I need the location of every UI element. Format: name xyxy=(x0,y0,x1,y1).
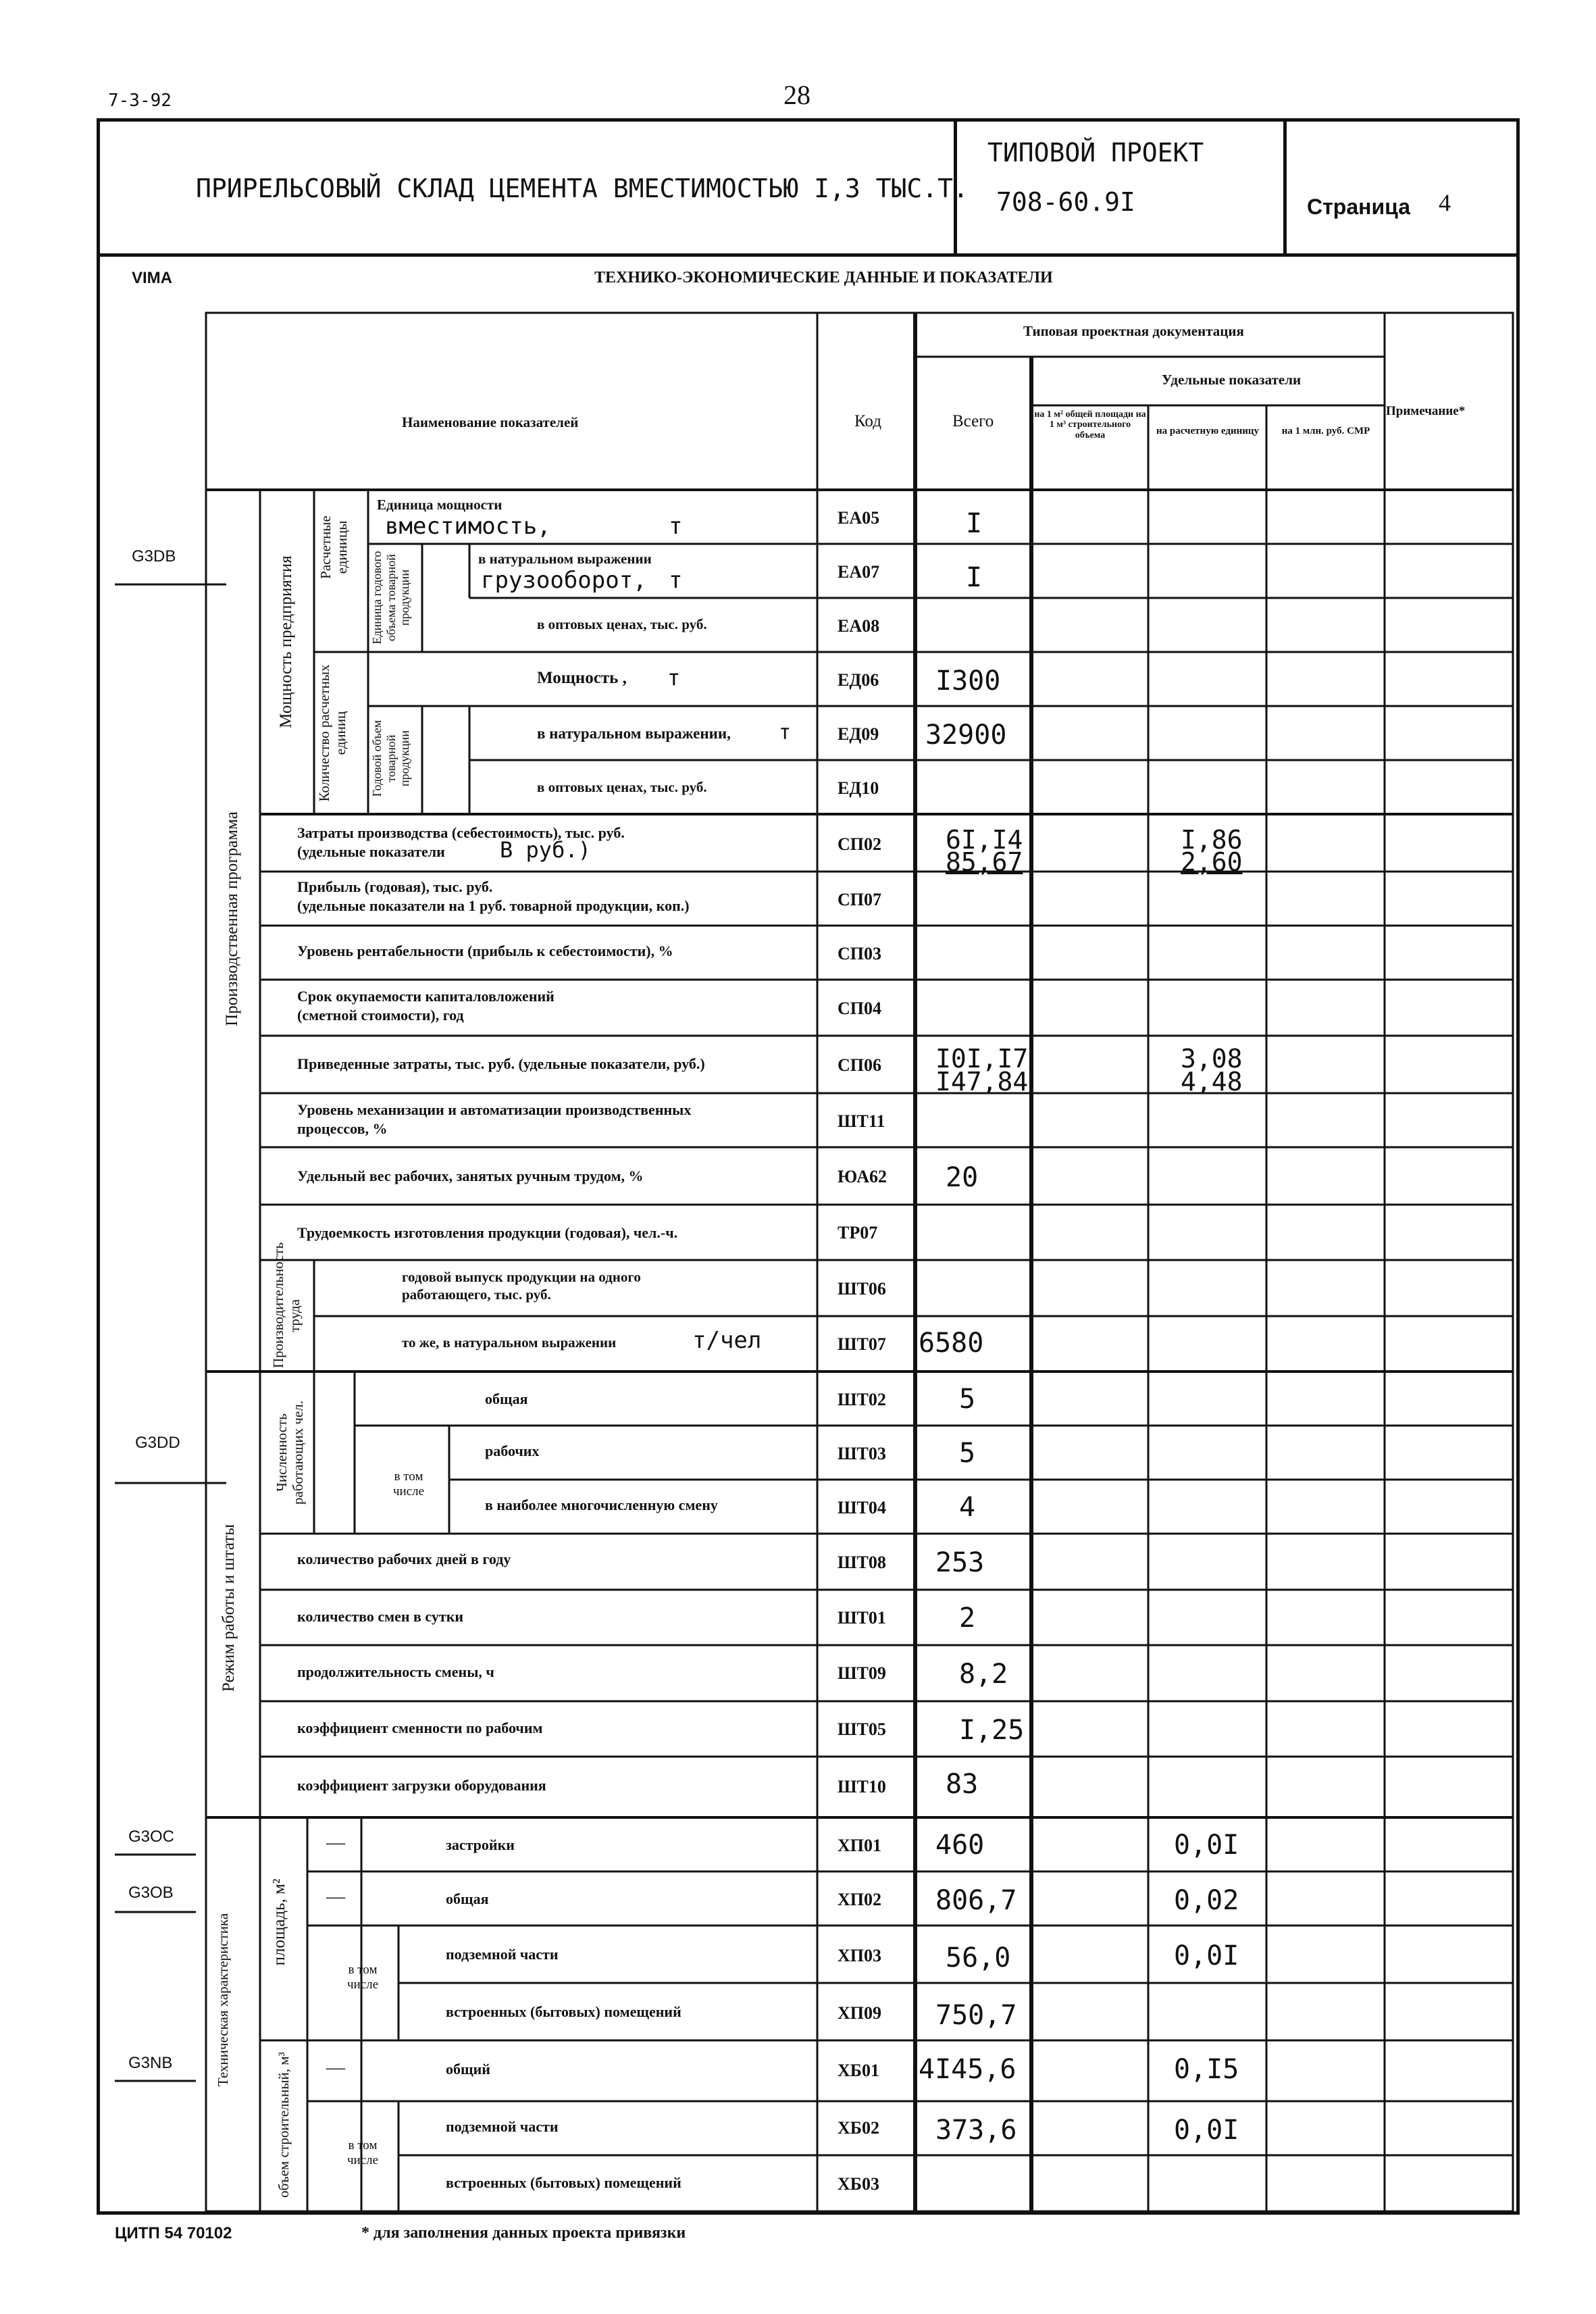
row-3-code: ЕД06 xyxy=(838,670,879,690)
row-1-label-small: в натуральном выражении xyxy=(478,551,652,567)
row-26-label: подземной части xyxy=(446,1946,559,1963)
row-12-label: Удельный вес рабочих, занятых ручным трудом, % xyxy=(297,1167,644,1184)
side-code-g3ob: G3OB xyxy=(128,1884,174,1902)
row-6-label: Затраты производства (себестоимость), тыс. руб. xyxy=(297,824,625,841)
row-6-total: 6I,I4 xyxy=(946,825,1023,855)
row-21-total: 8,2 xyxy=(959,1659,1008,1690)
row-24-per-m2: 0,0I xyxy=(1174,1830,1239,1861)
row-15-code: ШТ07 xyxy=(838,1334,886,1354)
row-9-code: СП04 xyxy=(838,999,881,1018)
page-label: Страница xyxy=(1307,195,1410,219)
col-name-header: Наименование показателей xyxy=(402,414,579,430)
group-tech-char: Техническая характеристика xyxy=(215,1913,231,2087)
row-6-label3: В руб.) xyxy=(500,837,591,863)
row-7-code: СП07 xyxy=(838,890,881,909)
row-5-label: в оптовых ценах, тыс. руб. xyxy=(537,779,707,795)
col-code-header: Код xyxy=(854,412,881,430)
row-4-unit: т xyxy=(779,721,792,745)
row-12-total: 20 xyxy=(946,1162,979,1193)
row-26-total: 56,0 xyxy=(946,1942,1011,1973)
row-15-label: то же, в натуральном выражении xyxy=(402,1334,617,1351)
group-volume: объем строительный, м³ xyxy=(276,2052,292,2198)
group-area: площадь, м² xyxy=(270,1878,288,1966)
row-10-unit-val2: 4,48 xyxy=(1181,1067,1243,1097)
group-incl-headcount: в том числе xyxy=(392,1469,425,1499)
row-1-total: I xyxy=(966,562,983,593)
footer-org: ЦИТП 54 70102 xyxy=(115,2224,232,2242)
row-23-total: 83 xyxy=(946,1769,979,1800)
row-5-code: ЕД10 xyxy=(838,778,879,798)
group-headcount: Численность работающих чел. xyxy=(274,1401,307,1505)
row-4-total: 32900 xyxy=(925,720,1007,751)
row-0-label-small: Единица мощности xyxy=(377,497,503,513)
row-28-total: 4I45,6 xyxy=(919,2054,1016,2085)
group-production-program: Производственная программа xyxy=(223,811,241,1026)
group-incl-area: в том числе xyxy=(346,1963,379,1992)
row-16-total: 5 xyxy=(959,1384,976,1415)
row-17-label: рабочих xyxy=(485,1442,540,1459)
row-18-label: в наиболее многочисленную смену xyxy=(485,1496,718,1513)
row-24-label: застройки xyxy=(446,1836,515,1853)
footer-note: * для заполнения данных проекта привязки xyxy=(361,2224,686,2242)
row-12-code: ЮА62 xyxy=(838,1167,887,1186)
row-28-per-m2: 0,I5 xyxy=(1174,2054,1239,2085)
row-3-unit: т xyxy=(667,665,681,690)
row-19-label: количество рабочих дней в году xyxy=(297,1551,511,1567)
dash-1: — xyxy=(326,1832,345,1853)
row-11-label2: процессов, % xyxy=(297,1120,388,1137)
row-29-label: подземной части xyxy=(446,2118,559,2135)
row-6-label2: (удельные показатели xyxy=(297,843,445,860)
group-work-mode: Режим работы и штаты xyxy=(220,1524,238,1692)
row-21-code: ШТ09 xyxy=(838,1663,886,1683)
col-specific-header: Удельные показатели xyxy=(1162,372,1302,388)
doc-code: 7-3-92 xyxy=(108,91,172,111)
row-25-label: общая xyxy=(446,1890,489,1907)
row-28-label: общий xyxy=(446,2061,490,2078)
col-per-mln-header: на 1 млн. руб. СМР xyxy=(1281,426,1370,436)
row-15-total: 6580 xyxy=(919,1328,984,1359)
row-0-code: ЕА05 xyxy=(838,508,880,528)
row-13-label: Трудоемкость изготовления продукции (годовая), чел.-ч. xyxy=(297,1224,678,1241)
side-code-g3dd: G3DD xyxy=(135,1434,180,1452)
row-6-unit-val: I,86 xyxy=(1181,825,1243,855)
row-10-unit-val: 3,08 xyxy=(1181,1044,1243,1074)
row-29-code: ХБ02 xyxy=(838,2118,879,2138)
col-typical-docs-header: Типовая проектная документация xyxy=(1023,323,1244,339)
row-28-code: ХБ01 xyxy=(838,2061,879,2080)
row-19-total: 253 xyxy=(935,1547,985,1578)
side-code-g3oc: G3OC xyxy=(128,1828,175,1846)
page-value: 4 xyxy=(1439,189,1451,216)
project-label: ТИПОВОЙ ПРОЕКТ xyxy=(987,138,1204,168)
project-number: 708-60.9I xyxy=(996,187,1135,217)
row-6-code: СП02 xyxy=(838,834,881,854)
row-4-code: ЕД09 xyxy=(838,724,879,744)
row-9-label2: (сметной стоимости), год xyxy=(297,1007,464,1024)
row-0-label: вместимость, xyxy=(385,513,551,540)
row-27-code: ХП09 xyxy=(838,2003,881,2023)
row-24-total: 460 xyxy=(935,1830,985,1861)
row-1-code: ЕА07 xyxy=(838,562,880,582)
group-annual-volume: Годовой объем товарной продукции xyxy=(370,720,412,797)
col-per-m2-header: на 1 м² общей площади на 1 м³ строительного объема xyxy=(1034,409,1146,441)
row-11-code: ШТ11 xyxy=(838,1111,885,1131)
group-enterprise-capacity: Мощность предприятия xyxy=(277,555,295,728)
row-8-label: Уровень рентабельности (прибыль к себестоимости), % xyxy=(297,942,673,959)
row-30-code: ХБ03 xyxy=(838,2174,879,2194)
section-title: ТЕХНИКО-ЭКОНОМИЧЕСКИЕ ДАННЫЕ И ПОКАЗАТЕЛИ xyxy=(594,269,1053,286)
row-30-label: встроенных (бытовых) помещений xyxy=(446,2174,681,2191)
section-code: VIMA xyxy=(132,269,172,287)
row-16-label: общая xyxy=(485,1390,528,1407)
row-23-code: ШТ10 xyxy=(838,1777,886,1796)
row-2-code: ЕА08 xyxy=(838,616,880,636)
row-14-label2: работающего, тыс. руб. xyxy=(402,1286,551,1303)
row-26-per-m2: 0,0I xyxy=(1174,1940,1239,1971)
row-22-code: ШТ05 xyxy=(838,1719,886,1739)
col-per-unit-header: на расчетную единицу xyxy=(1156,426,1260,436)
row-20-total: 2 xyxy=(959,1603,976,1634)
row-21-label: продолжительность смены, ч xyxy=(297,1663,494,1680)
row-26-code: ХП03 xyxy=(838,1946,881,1965)
row-7-label: Прибыль (годовая), тыс. руб. xyxy=(297,878,493,895)
row-10-total: I0I,I7 xyxy=(935,1044,1029,1074)
document-title: ПРИРЕЛЬСОВЫЙ СКЛАД ЦЕМЕНТА ВМЕСТИМОСТЬЮ I,3 ТЫС.Т. xyxy=(196,174,969,203)
row-20-label: количество смен в сутки xyxy=(297,1608,464,1625)
row-4-label: в натуральном выражении, xyxy=(537,725,731,742)
row-25-total: 806,7 xyxy=(935,1885,1017,1916)
row-25-per-m2: 0,02 xyxy=(1174,1885,1239,1916)
row-23-label: коэффициент загрузки оборудования xyxy=(297,1777,546,1794)
row-6-unit-val2: 2,60 xyxy=(1181,847,1243,877)
col-note-header: Примечание* xyxy=(1386,404,1466,418)
row-22-total: I,25 xyxy=(959,1715,1025,1746)
row-29-total: 373,6 xyxy=(935,2115,1017,2146)
row-11-label: Уровень механизации и автоматизации производственных xyxy=(297,1101,692,1118)
row-7-label2: (удельные показатели на 1 руб. товарной продукции, коп.) xyxy=(297,897,690,914)
row-3-label: Мощность , xyxy=(537,669,627,687)
row-22-label: коэффициент сменности по рабочим xyxy=(297,1719,543,1736)
row-20-code: ШТ01 xyxy=(838,1608,886,1628)
row-25-code: ХП02 xyxy=(838,1890,881,1909)
row-0-unit: т xyxy=(669,513,683,540)
group-qty-calc-units: Количество расчетных единиц xyxy=(316,664,349,802)
row-15-unit: т/чел xyxy=(692,1327,762,1354)
row-24-code: ХП01 xyxy=(838,1836,881,1855)
row-17-code: ШТ03 xyxy=(838,1444,886,1463)
row-27-label: встроенных (бытовых) помещений xyxy=(446,2003,681,2020)
row-3-total: I300 xyxy=(935,665,1001,697)
dash-3: — xyxy=(326,2057,345,2078)
row-0-total: I xyxy=(966,508,983,539)
row-8-code: СП03 xyxy=(838,944,881,963)
row-29-per-m2: 0,0I xyxy=(1174,2115,1239,2146)
row-2-label: в оптовых ценах, тыс. руб. xyxy=(537,616,707,632)
row-14-label: годовой выпуск продукции на одного xyxy=(402,1269,641,1285)
col-total-header: Всего xyxy=(952,412,994,430)
row-1-label: грузооборот, xyxy=(481,567,647,594)
row-18-total: 4 xyxy=(959,1492,976,1523)
row-1-unit: т xyxy=(669,567,683,594)
row-10-code: СП06 xyxy=(838,1055,881,1075)
group-calc-units: Расчетные единицы xyxy=(317,515,351,579)
page-number: 28 xyxy=(783,80,810,110)
row-6-total2: 85,67 xyxy=(946,847,1023,877)
side-code-g3nb: G3NB xyxy=(128,2054,173,2072)
side-code-g3db: G3DB xyxy=(132,547,176,565)
row-9-label: Срок окупаемости капиталовложений xyxy=(297,988,555,1005)
row-16-code: ШТ02 xyxy=(838,1390,886,1409)
row-14-code: ШТ06 xyxy=(838,1279,886,1299)
row-13-code: ТР07 xyxy=(838,1223,878,1242)
row-10-label: Приведенные затраты, тыс. руб. (удельные показатели, руб.) xyxy=(297,1055,705,1072)
group-labor-productivity: Производительность труда xyxy=(270,1242,303,1368)
row-27-total: 750,7 xyxy=(935,2000,1017,2031)
row-17-total: 5 xyxy=(959,1438,976,1469)
row-19-code: ШТ08 xyxy=(838,1553,886,1572)
row-18-code: ШТ04 xyxy=(838,1498,886,1517)
group-incl-volume: в том числе xyxy=(346,2138,379,2167)
dash-2: — xyxy=(326,1886,345,1907)
row-10-total2: I47,84 xyxy=(935,1067,1029,1097)
group-annual-unit: Единица годового объема товарной продукции xyxy=(370,551,412,645)
